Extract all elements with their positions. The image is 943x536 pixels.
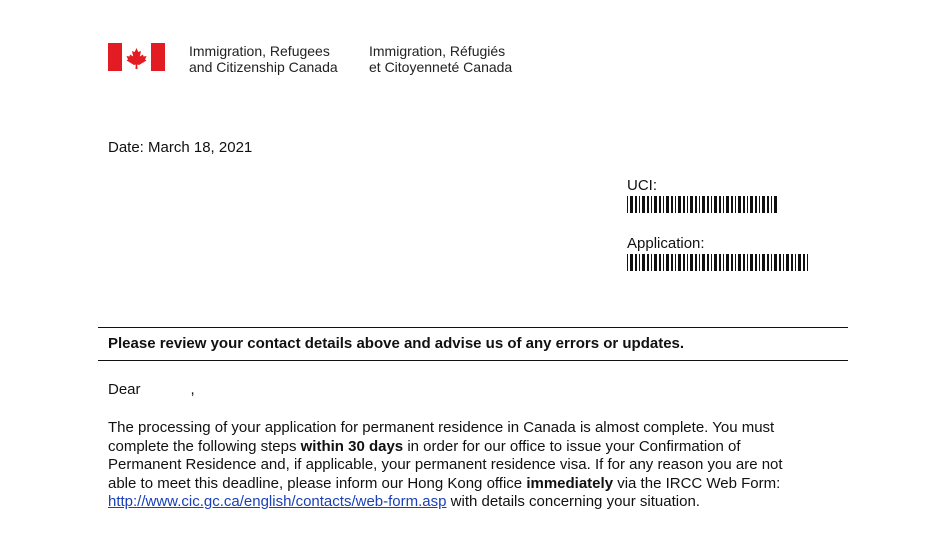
deadline-emphasis: within 30 days <box>300 437 404 455</box>
department-fr-line-1: Immigration, Réfugiés <box>369 43 506 59</box>
department-name-french <box>369 43 512 75</box>
department-en-line-2: and Citizenship Canada <box>189 59 338 75</box>
application-barcode <box>627 254 809 271</box>
immediately-emphasis: immediately <box>526 474 614 492</box>
body-line-5 <box>108 493 853 512</box>
body-text: via the IRCC Web Form: <box>613 474 781 492</box>
body-line-1: The processing of your application for permanent residence in Canada is almost complete. You must <box>108 419 775 436</box>
body-text: complete the following steps <box>108 437 301 455</box>
body-line-3: Permanent Residence and, if applicable, your permanent residence visa. If for any reason you are not <box>108 456 783 473</box>
body-line-4 <box>108 475 853 494</box>
canada-flag-icon <box>108 43 165 71</box>
department-en-line-1: Immigration, Refugees <box>189 43 330 59</box>
divider-bottom <box>98 360 848 361</box>
uci-label: UCI: <box>627 177 657 194</box>
web-form-link[interactable]: http://www.cic.gc.ca/english/contacts/web-form.asp <box>108 493 447 510</box>
application-label: Application: <box>627 235 705 252</box>
body-text: in order for our office to issue your Confirmation of <box>403 437 741 455</box>
letter-date: Date: March 18, 2021 <box>108 139 253 156</box>
body-line-2 <box>108 438 853 457</box>
divider-top <box>98 327 848 328</box>
department-name-english <box>189 43 338 75</box>
greeting: Dear , <box>108 381 195 398</box>
letter-body <box>108 419 853 512</box>
uci-barcode <box>627 196 779 213</box>
contact-review-notice: Please review your contact details above and advise us of any errors or updates. <box>108 335 685 352</box>
body-text: able to meet this deadline, please inform our Hong Kong office <box>108 474 527 492</box>
body-text: with details concerning your situation. <box>446 493 700 510</box>
department-fr-line-2: et Citoyenneté Canada <box>369 59 513 75</box>
